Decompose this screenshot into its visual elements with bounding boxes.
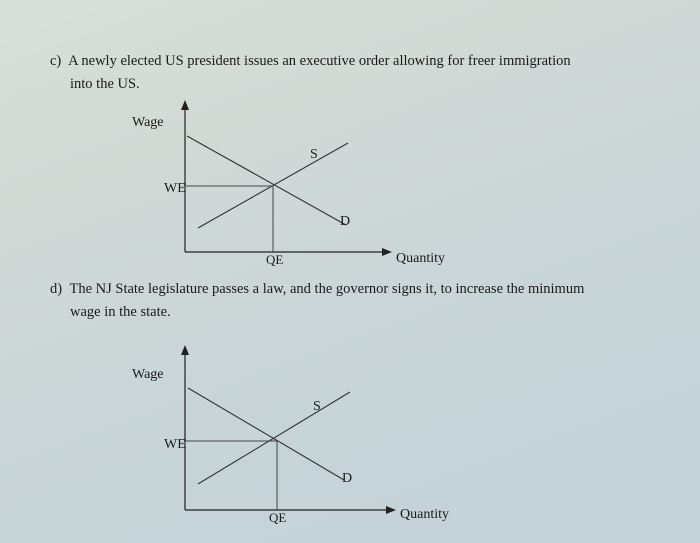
question-d-text-line2: wage in the state. bbox=[70, 304, 171, 320]
graph-d-y-axis-label: Wage bbox=[132, 367, 164, 382]
graph-d-quantity-eq-label: QE bbox=[269, 510, 287, 525]
graph-d-wage-eq-label: WE bbox=[164, 437, 186, 452]
question-d-text-line1: The NJ State legislature passes a law, and the governor signs it, to increase the minimum bbox=[69, 281, 585, 297]
graph-c-supply-label: S bbox=[310, 147, 318, 162]
graph-d-y-axis-arrow bbox=[181, 345, 189, 355]
question-c-text-line2: into the US. bbox=[70, 76, 140, 92]
graph-d-x-axis-arrow bbox=[386, 506, 396, 514]
graph-d-x-axis-label: Quantity bbox=[400, 507, 449, 522]
graph-c-wage-eq-label: WE bbox=[164, 181, 186, 196]
graph-d-demand-label: D bbox=[342, 471, 353, 486]
question-c-text-line1: A newly elected US president issues an executive order allowing for freer immigration bbox=[68, 53, 571, 69]
graph-d-supply-label: S bbox=[313, 399, 321, 414]
question-d-label: d) bbox=[50, 281, 63, 297]
graph-c-quantity-eq-label: QE bbox=[266, 252, 284, 267]
question-c-label: c) bbox=[50, 53, 62, 69]
graph-c-y-axis-label: Wage bbox=[132, 115, 164, 130]
graph-c-x-axis-label: Quantity bbox=[396, 251, 445, 266]
graph-c-demand-label: D bbox=[340, 214, 351, 229]
